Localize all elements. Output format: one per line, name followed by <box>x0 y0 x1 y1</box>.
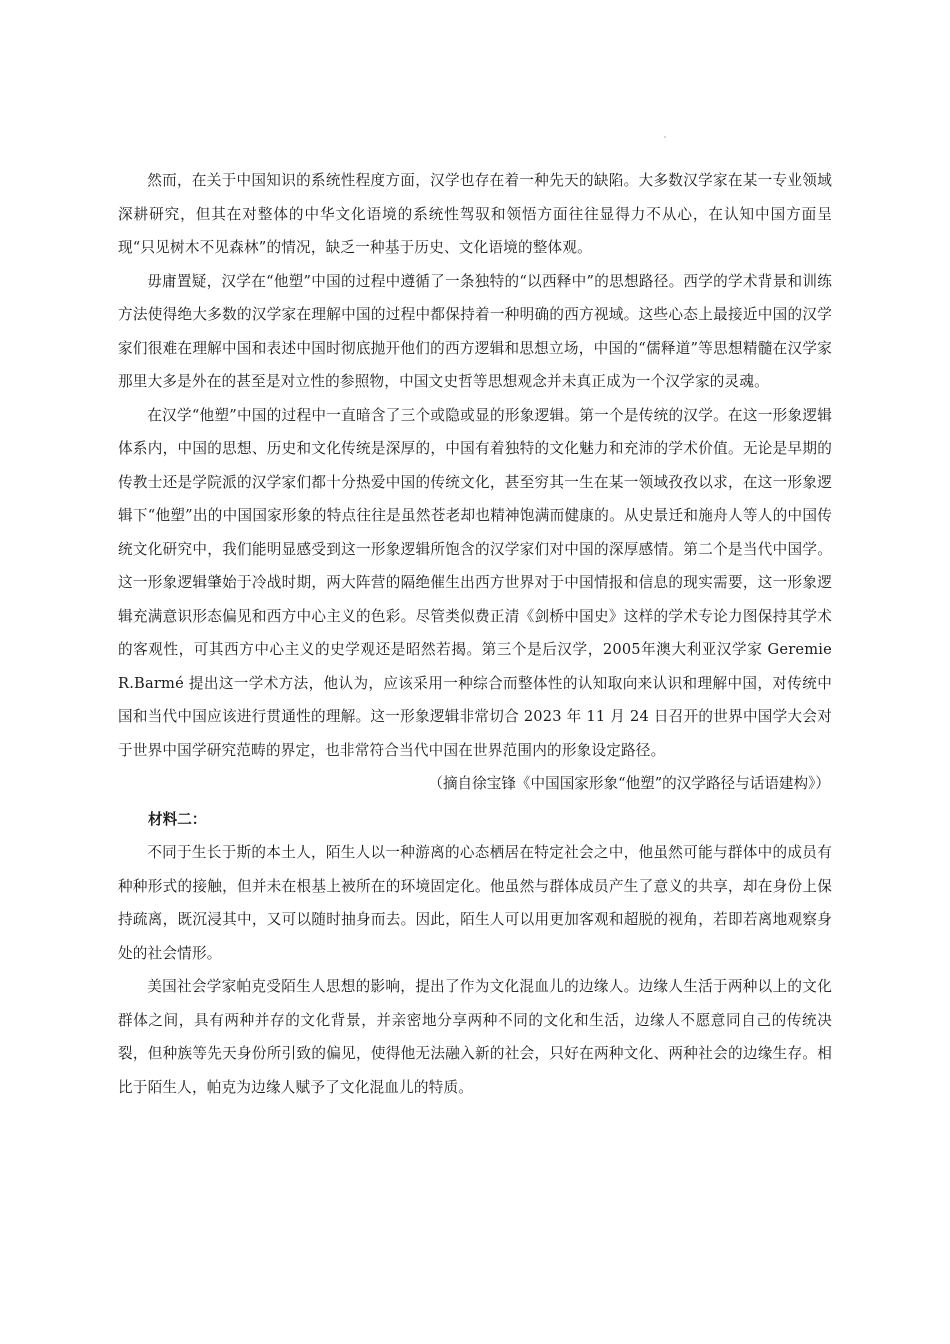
source-citation: （摘自徐宝锋《中国国家形象“他塑”的汉学路径与话语建构》） <box>428 775 830 792</box>
scan-speck <box>664 136 666 138</box>
paragraph-western-perspective: 毋庸置疑，汉学在“他塑”中国的过程中遵循了一条独特的“以西释中”的思想路径。西学的学术背景和训练方法使得绝大多数的汉学家在理解中国的过程中都保持着一种明确的西方视域。这些心态上最接近中国的汉学家们很难在理解中国和表述中国时彻底抛开他们的西方逻辑和思想立场，中国的“儒释道”等思想精髓在汉学家那里大多是外在的甚至是对立性的参照物，中国文史哲等思想观念并未真正成为一个汉学家的灵魂。 <box>118 272 832 390</box>
paragraph-hanxue-deficiency: 然而，在关于中国知识的系统性程度方面，汉学也存在着一种先天的缺陷。大多数汉学家在某一专业领域深耕研究，但其在对整体的中华文化语境的系统性驾驭和领悟方面往往显得力不从心，在认知中国方面呈现“只见树木不见森林”的情况，缺乏一种基于历史、文化语境的整体观。 <box>118 172 832 256</box>
section-heading-material-two: 材料二： <box>148 810 207 828</box>
paragraph-marginal-man: 美国社会学家帕克受陌生人思想的影响，提出了作为文化混血儿的边缘人。边缘人生活于两种以上的文化群体之间，具有两种并存的文化背景，并亲密地分享两种不同的文化和生活，边缘人不愿意同自己的传统决裂，但种族等先天身份所引致的偏见，使得他无法融入新的社会，只好在两种文化、两种社会的边缘生存。相比于陌生人，帕克为边缘人赋予了文化混血儿的特质。 <box>118 978 832 1096</box>
paragraph-three-image-logics: 在汉学“他塑”中国的过程中一直暗含了三个或隐或显的形象逻辑。第一个是传统的汉学。在这一形象逻辑体系内，中国的思想、历史和文化传统是深厚的，中国有着独特的文化魅力和充沛的学术价值。无论是早期的传教士还是学院派的汉学家们都十分热爱中国的传统文化，甚至穷其一生在某一领域孜孜以求，在这一形象逻辑下“他塑”出的中国国家形象的特点往往是虽然苍老却也精神饱满而健康的。从史景迁和施舟人等人的中国传统文化研究中，我们能明显感受到这一形象逻辑所饱含的汉学家们对中国的深厚感情。第二个是当代中国学。这一形象逻辑肇始于冷战时期，两大阵营的隔绝催生出西方世界对于中国情报和信息的现实需要，这一形象逻辑充满意识形态偏见和西方中心主义的色彩。尽管类似费正清《剑桥中国史》这样的学术专论力图保持其学术的客观性，可其西方中心主义的史学观还是昭然若揭。第三个是后汉学，2005年澳大利亚汉学家 Geremie R.Barmé 提出这一学术方法，他认为，应该采用一种综合而整体性的认知取向来认识和理解中国，对传统中国和当代中国应该进行贯通性的理解。这一形象逻辑非常切合 2023 年 11 月 24 日召开的世界中国学大会对于世界中国学研究范畴的界定，也非常符合当代中国在世界范围内的形象设定路径。 <box>118 406 832 759</box>
paragraph-stranger: 不同于生长于斯的本土人，陌生人以一种游离的心态栖居在特定社会之中，他虽然可能与群体中的成员有种种形式的接触，但并未在根基上被所在的环境固定化。他虽然与群体成员产生了意义的共享，却在身份上保持疏离，既沉浸其中，又可以随时抽身而去。因此，陌生人可以用更加客观和超脱的视角，若即若离地观察身处的社会情形。 <box>118 844 832 962</box>
document-page <box>118 164 832 1104</box>
